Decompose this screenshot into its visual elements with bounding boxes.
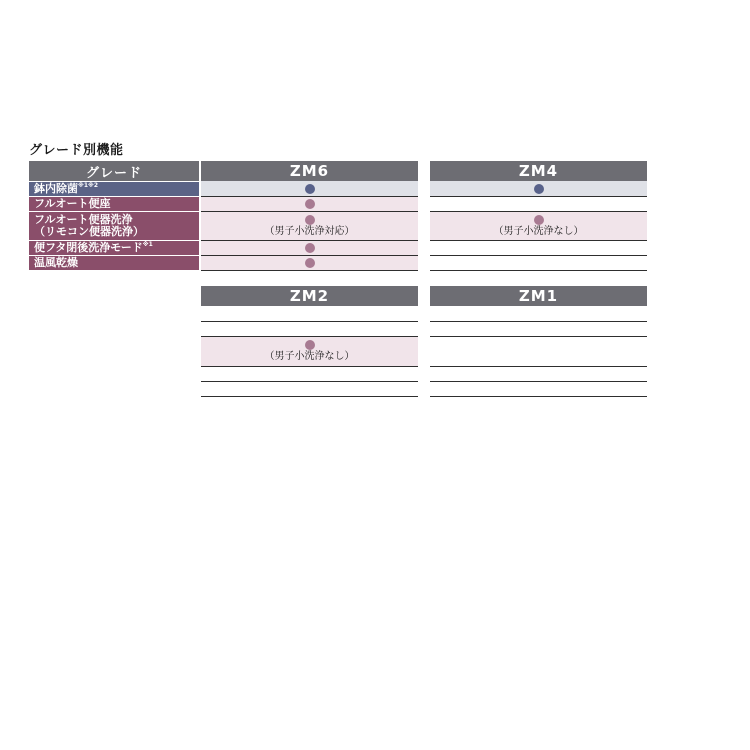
feature-label-warm-air-dry: 温風乾燥 bbox=[29, 255, 199, 270]
zm6-cell-auto-seat bbox=[201, 197, 418, 212]
zm2-cell-bowl-sterilization bbox=[201, 306, 418, 322]
zm4-flush-note: （男子小洗浄なし） bbox=[493, 225, 584, 237]
grade-column-zm1 bbox=[430, 286, 647, 397]
feature-label-column bbox=[29, 161, 199, 270]
zm2-cell-lid-close-flush bbox=[201, 367, 418, 382]
included-dot-icon bbox=[534, 184, 544, 194]
zm2-cell-warm-air-dry bbox=[201, 382, 418, 397]
included-dot-icon bbox=[305, 215, 315, 225]
zm4-cell-auto-seat bbox=[430, 197, 647, 212]
grade-column-zm2 bbox=[201, 286, 418, 397]
grade-column-zm4 bbox=[430, 161, 647, 271]
zm6-flush-note: （男子小洗浄対応） bbox=[264, 225, 355, 237]
zm2-flush-note: （男子小洗浄なし） bbox=[264, 351, 355, 362]
section-title: グレード別機能 bbox=[29, 143, 124, 158]
grade-header-zm2: ZM2 bbox=[201, 286, 418, 306]
zm1-cell-lid-close-flush bbox=[430, 367, 647, 382]
zm6-cell-auto-flush bbox=[201, 212, 418, 241]
grade-header-zm1: ZM1 bbox=[430, 286, 647, 306]
included-dot-icon bbox=[534, 215, 544, 225]
grade-column-zm6 bbox=[201, 161, 418, 271]
grade-header-label: グレード bbox=[29, 161, 199, 181]
zm1-cell-auto-seat bbox=[430, 322, 647, 337]
zm6-cell-lid-close-flush bbox=[201, 241, 418, 256]
grade-header-zm4: ZM4 bbox=[430, 161, 647, 181]
included-dot-icon bbox=[305, 258, 315, 268]
zm4-cell-auto-flush bbox=[430, 212, 647, 241]
feature-label-auto-seat: フルオート便座 bbox=[29, 196, 199, 211]
zm1-cell-bowl-sterilization bbox=[430, 306, 647, 322]
zm1-cell-auto-flush bbox=[430, 337, 647, 367]
included-dot-icon bbox=[305, 184, 315, 194]
included-dot-icon bbox=[305, 340, 315, 350]
zm4-cell-warm-air-dry bbox=[430, 256, 647, 271]
zm2-cell-auto-flush bbox=[201, 337, 418, 367]
zm4-cell-lid-close-flush bbox=[430, 241, 647, 256]
feature-label-auto-flush: フルオート便器洗浄 （リモコン便器洗浄） bbox=[29, 211, 199, 240]
included-dot-icon bbox=[305, 199, 315, 209]
zm4-cell-bowl-sterilization bbox=[430, 181, 647, 197]
zm6-cell-bowl-sterilization bbox=[201, 181, 418, 197]
grade-header-zm6: ZM6 bbox=[201, 161, 418, 181]
zm2-cell-auto-seat bbox=[201, 322, 418, 337]
feature-label-bowl-sterilization: 鉢内除菌$^{※1※2}$ bbox=[29, 181, 199, 196]
zm1-cell-warm-air-dry bbox=[430, 382, 647, 397]
zm6-cell-warm-air-dry bbox=[201, 256, 418, 271]
feature-label-lid-close-flush: 便フタ閉後洗浄モード$^{※1}$ bbox=[29, 240, 199, 255]
included-dot-icon bbox=[305, 243, 315, 253]
